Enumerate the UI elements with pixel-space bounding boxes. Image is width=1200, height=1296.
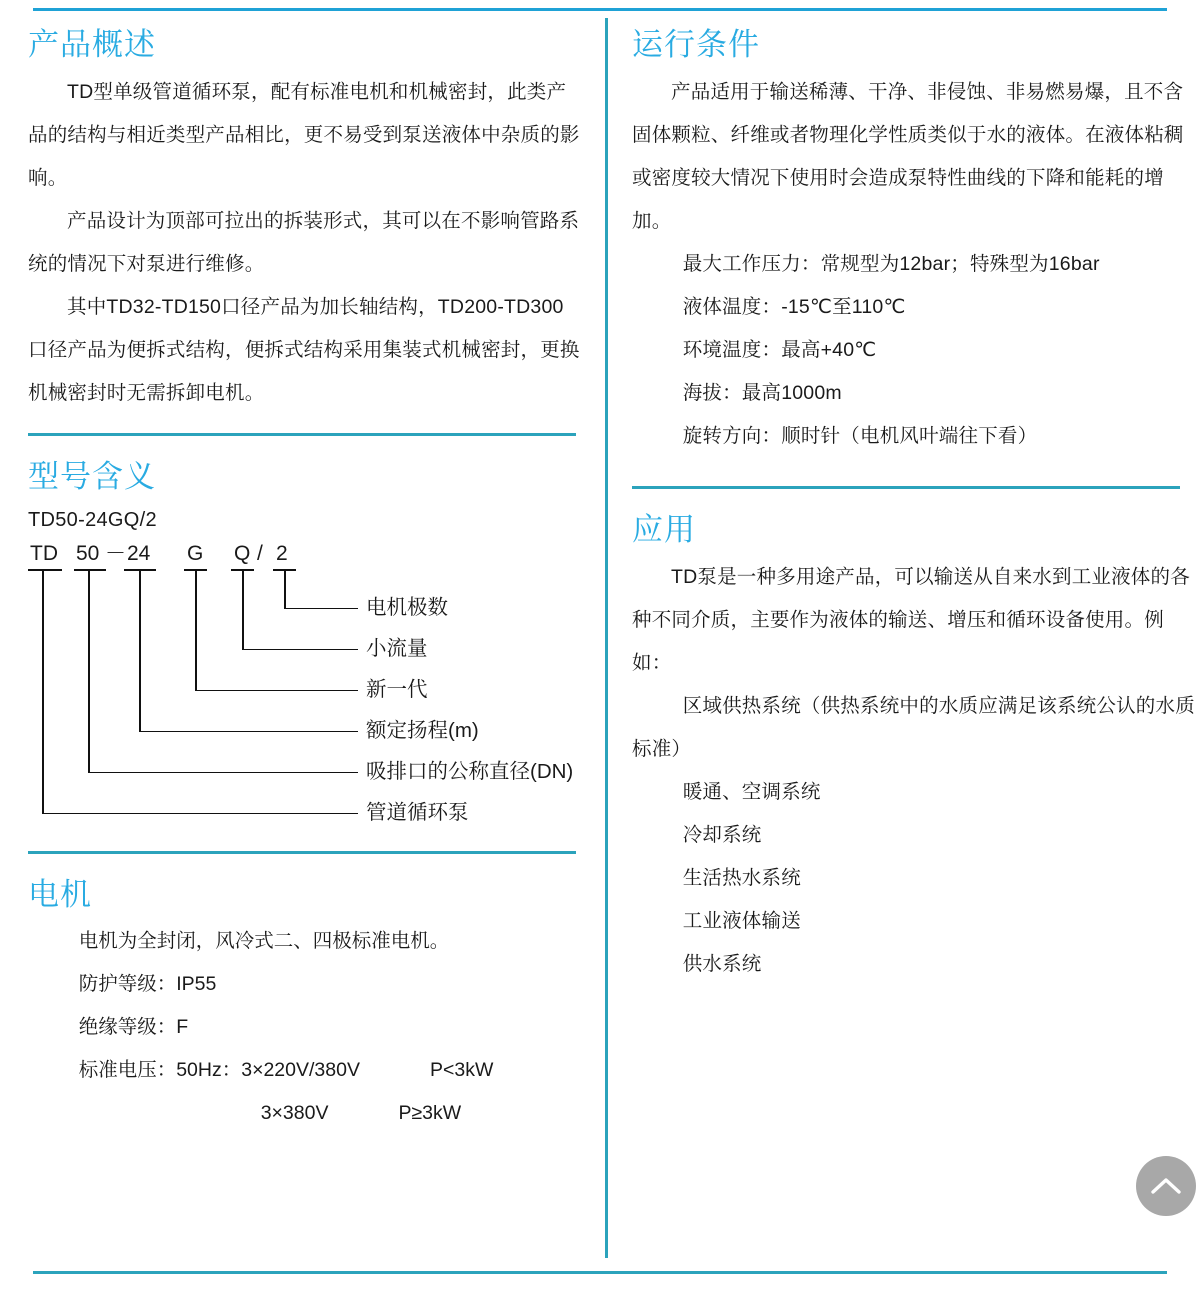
section-applications bbox=[632, 486, 1200, 986]
motor-voltage-row-2 bbox=[28, 1092, 600, 1135]
leader-line-h-3 bbox=[195, 690, 358, 692]
motor-voltage-value-1: 3×220V/380V bbox=[241, 1059, 360, 1082]
applications-title: 应用 bbox=[632, 511, 696, 547]
section-product-overview bbox=[28, 26, 600, 415]
leader-line-h-1 bbox=[284, 608, 358, 610]
motor-intro-line: 电机为全封闭，风冷式二、四极标准电机。 bbox=[78, 930, 450, 953]
model-code-breakdown-diagram bbox=[28, 541, 588, 827]
motor-voltage-label: 标准电压：50Hz： bbox=[78, 1059, 242, 1082]
application-item-industrial-liquid-transfer: 工业液体输送 bbox=[682, 909, 801, 932]
leader-line-h-5 bbox=[88, 772, 358, 774]
leader-line-h-2 bbox=[242, 649, 358, 651]
spec-altitude: 海拔：最高1000m bbox=[682, 381, 842, 404]
leader-line-v-3 bbox=[195, 569, 197, 691]
leader-label-new-generation: 新一代 bbox=[366, 677, 428, 701]
model-meaning-divider bbox=[28, 433, 576, 436]
spec-rotation-direction: 旋转方向：顺时针（电机风叶端往下看） bbox=[682, 424, 1038, 447]
leader-label-pipeline-circulation-pump: 管道循环泵 bbox=[366, 800, 469, 824]
leader-label-nominal-diameter: 吸排口的公称直径(DN) bbox=[366, 759, 574, 783]
application-item-district-heating: 区域供热系统（供热系统中的水质应满足该系统公认的水质标准） bbox=[632, 694, 1195, 760]
applications-list bbox=[632, 685, 1200, 986]
model-token-g: G bbox=[187, 541, 204, 565]
product-overview-paragraph-3: 其中TD32-TD150口径产品为加长轴结构，TD200-TD300口径产品为便拆式结构，便拆式结构采用集装式机械密封，更换机械密封时无需拆卸电机。 bbox=[28, 295, 580, 404]
model-example-code: TD50-24GQ/2 bbox=[28, 508, 157, 531]
motor-spec-lines bbox=[28, 920, 600, 1135]
section-operating-conditions bbox=[632, 26, 1200, 458]
section-model-meaning bbox=[28, 433, 600, 827]
model-tick-td bbox=[28, 569, 62, 571]
application-item-hvac: 暖通、空调系统 bbox=[682, 780, 821, 803]
product-overview-paragraph-1: TD型单级管道循环泵，配有标准电机和机械密封，此类产品的结构与相近类型产品相比，更不易受到泵送液体中杂质的影响。 bbox=[28, 80, 580, 189]
leader-line-h-4 bbox=[139, 731, 358, 733]
leader-line-v-4 bbox=[139, 569, 141, 732]
spec-max-working-pressure: 最大工作压力：常规型为12bar；特殊型为16bar bbox=[682, 252, 1100, 275]
product-overview-title: 产品概述 bbox=[28, 27, 156, 62]
application-item-domestic-hot-water: 生活热水系统 bbox=[682, 866, 801, 889]
applications-paragraph: TD泵是一种多用途产品，可以输送从自来水到工业液体的各种不同介质，主要作为液体的输送、增压和循环设备使用。例如： bbox=[632, 565, 1190, 674]
motor-insulation-grade: 绝缘等级：F bbox=[78, 1016, 189, 1039]
motor-protection-grade: 防护等级：IP55 bbox=[78, 973, 217, 996]
section-motor bbox=[28, 851, 600, 1136]
spec-liquid-temperature: 液体温度：-15℃至110℃ bbox=[682, 295, 906, 318]
motor-title: 电机 bbox=[28, 876, 92, 912]
model-tick-50 bbox=[74, 569, 106, 571]
leader-line-v-1 bbox=[284, 569, 286, 609]
application-item-cooling: 冷却系统 bbox=[682, 823, 762, 846]
applications-divider bbox=[632, 486, 1180, 489]
scroll-to-top-button[interactable] bbox=[1136, 1156, 1196, 1216]
leader-line-v-6 bbox=[42, 569, 44, 814]
leader-line-v-5 bbox=[88, 569, 90, 773]
leader-line-h-6 bbox=[42, 813, 358, 815]
model-token-q: Q bbox=[234, 541, 251, 565]
model-meaning-title: 型号含义 bbox=[28, 458, 156, 494]
right-column bbox=[608, 0, 1200, 1296]
model-token-dash: － bbox=[105, 541, 126, 565]
motor-power-value-2: P≥3kW bbox=[398, 1102, 462, 1125]
operating-conditions-spec-list bbox=[632, 243, 1200, 458]
leader-label-small-flow: 小流量 bbox=[366, 636, 428, 660]
model-token-50: 50 bbox=[76, 541, 100, 565]
operating-conditions-paragraph: 产品适用于输送稀薄、干净、非侵蚀、非易燃易爆，且不含固体颗粒、纤维或者物理化学性质类似于水的液体。在液体粘稠或密度较大情况下使用时会造成泵特性曲线的下降和能耗的增加。 bbox=[632, 80, 1184, 232]
operating-conditions-title: 运行条件 bbox=[632, 27, 760, 62]
motor-power-value-1: P<3kW bbox=[429, 1059, 494, 1082]
motor-divider bbox=[28, 851, 576, 854]
leader-line-v-2 bbox=[242, 569, 244, 650]
model-token-slash: / bbox=[257, 541, 263, 565]
application-item-water-supply: 供水系统 bbox=[682, 952, 762, 975]
chevron-up-icon bbox=[1150, 1175, 1182, 1197]
model-token-24: 24 bbox=[127, 541, 151, 565]
motor-voltage-row-1 bbox=[28, 1049, 600, 1092]
leader-label-rated-head: 额定扬程(m) bbox=[366, 718, 479, 742]
motor-voltage-value-2: 3×380V bbox=[260, 1102, 329, 1125]
leader-label-motor-poles: 电机极数 bbox=[366, 595, 448, 619]
model-token-td: TD bbox=[30, 541, 58, 565]
model-token-2: 2 bbox=[276, 541, 288, 565]
product-overview-paragraph-2: 产品设计为顶部可拉出的拆装形式，其可以在不影响管路系统的情况下对泵进行维修。 bbox=[28, 209, 580, 275]
spec-ambient-temperature: 环境温度：最高+40℃ bbox=[682, 338, 877, 361]
